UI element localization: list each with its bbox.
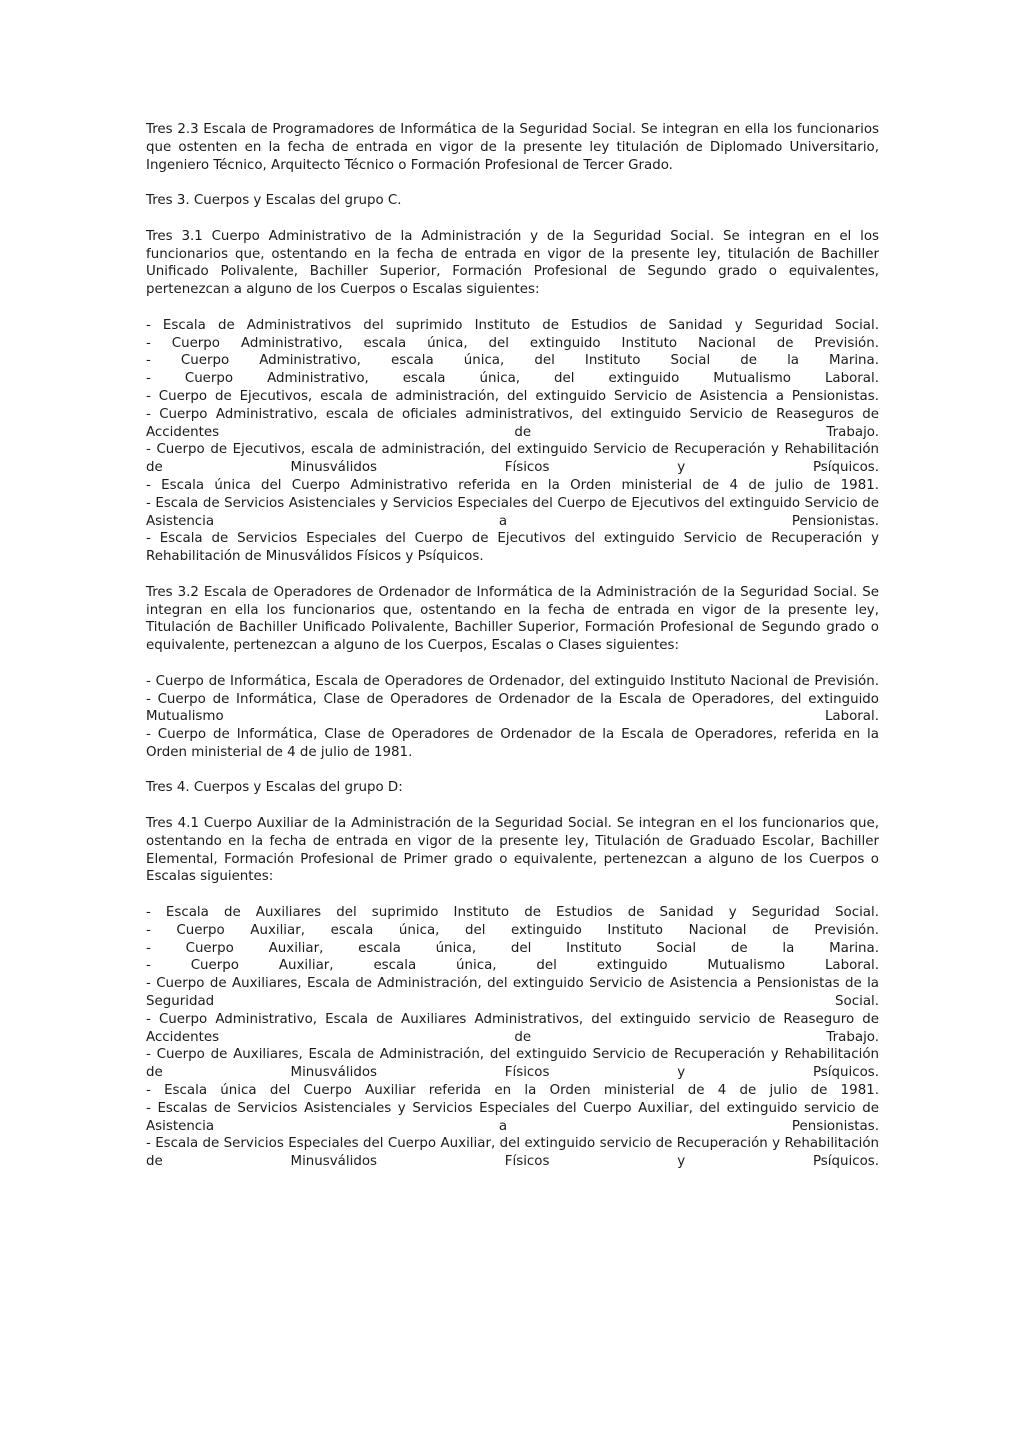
list-item: - Cuerpo de Ejecutivos, escala de administración, del extinguido Servicio de Asistencia a Pensionistas. (146, 388, 879, 404)
list-item: - Cuerpo Administrativo, escala única, del extinguido Instituto Nacional de Previsión. (146, 335, 879, 351)
list-item: - Cuerpo de Ejecutivos, escala de administración, del extinguido Servicio de Recuperación y Rehabilitación de Minusválidos Físicos y Psíquicos. (146, 442, 879, 476)
list-item: - Escala de Servicios Especiales del Cuerpo de Ejecutivos del extinguido Servicio de Recuperación y Rehabilitación de Minusválidos Físicos y Psíquicos. (146, 531, 879, 565)
document-page (146, 121, 879, 1189)
list-item: - Escala de Servicios Especiales del Cuerpo Auxiliar, del extinguido servicio de Recuperación y Rehabilitación de Minusválidos Físicos y Psíquicos. (146, 1136, 879, 1170)
paragraph-tres-2-3: Tres 2.3 Escala de Programadores de Informática de la Seguridad Social. Se integran en ella los funcionarios que ostenten en la fecha de entrada en vigor de la presente ley titulación de Diplomado Universitario, Ingeniero Técnico, Arquitecto Técnico o Formación Profesional de Tercer Grado. (146, 122, 879, 173)
list-item: - Escalas de Servicios Asistenciales y Servicios Especiales del Cuerpo Auxiliar, del extinguido servicio de Asistencia a Pensionistas. (146, 1100, 879, 1134)
list-item: - Cuerpo Auxiliar, escala única, del extinguido Instituto Nacional de Previsión. (146, 922, 879, 938)
list-item: - Cuerpo de Auxiliares, Escala de Administración, del extinguido Servicio de Recuperación y Rehabilitación de Minusválidos Físicos y Psíquicos. (146, 1047, 879, 1081)
list-item: - Cuerpo Administrativo, Escala de Auxiliares Administrativos, del extinguido servicio de Reaseguro de Accidentes de Trabajo. (146, 1011, 879, 1045)
list-item: - Cuerpo de Auxiliares, Escala de Administración, del extinguido Servicio de Asistencia a Pensionistas de la Seguridad Social. (146, 976, 879, 1010)
list-item: - Escala de Administrativos del suprimido Instituto de Estudios de Sanidad y Seguridad Social. (146, 317, 879, 333)
list-item: - Cuerpo Administrativo, escala única, del Instituto Social de la Marina. (146, 353, 879, 369)
list-item: - Cuerpo de Informática, Clase de Operadores de Ordenador de la Escala de Operadores, referida en la Orden ministerial de 4 de julio de 1981. (146, 727, 879, 760)
list-item: - Escala única del Cuerpo Auxiliar referida en la Orden ministerial de 4 de julio de 1981. (146, 1083, 879, 1099)
list-item: - Cuerpo Auxiliar, escala única, del extinguido Mutualismo Laboral. (146, 958, 879, 974)
list-item: - Cuerpo Administrativo, escala de oficiales administrativos, del extinguido Servicio de Reaseguros de Accidentes de Trabajo. (146, 406, 879, 440)
list-item: - Cuerpo de Informática, Escala de Operadores de Ordenador, del extinguido Instituto Nacional de Previsión. (146, 673, 879, 689)
list-cuerpos-grupo-d (146, 904, 879, 1171)
paragraph-tres-4-1: Tres 4.1 Cuerpo Auxiliar de la Administración de la Seguridad Social. Se integran en el los funcionarios que, ostentando en la fecha de entrada en vigor de la presente ley, Titulación de Graduado Escolar, Bachiller Elemental, Formación Profesional de Primer grado o equivalente, pertenezcan a alguno de los Cuerpos o Escalas siguientes: (146, 816, 879, 885)
list-item: - Escala única del Cuerpo Administrativo referida en la Orden ministerial de 4 de julio de 1981. (146, 477, 879, 493)
list-item: - Cuerpo de Informática, Clase de Operadores de Ordenador de la Escala de Operadores, del extinguido Mutualismo Laboral. (146, 691, 879, 725)
list-operadores-ordenador (146, 673, 879, 762)
list-item: - Escala de Auxiliares del suprimido Instituto de Estudios de Sanidad y Seguridad Social. (146, 905, 879, 921)
heading-tres-4-grupo-d: Tres 4. Cuerpos y Escalas del grupo D: (146, 780, 403, 796)
list-item: - Escala de Servicios Asistenciales y Servicios Especiales del Cuerpo de Ejecutivos del extinguido Servicio de Asistencia a Pensionistas. (146, 495, 879, 529)
list-cuerpos-grupo-c (146, 317, 879, 566)
heading-tres-3-grupo-c: Tres 3. Cuerpos y Escalas del grupo C. (146, 193, 402, 209)
list-item: - Cuerpo Auxiliar, escala única, del Instituto Social de la Marina. (146, 940, 879, 956)
paragraph-tres-3-1: Tres 3.1 Cuerpo Administrativo de la Administración y de la Seguridad Social. Se integran en el los funcionarios que, ostentando en la fecha de entrada en vigor de la presente ley, titulación de Bachiller Unificado Polivalente, Bachiller Superior, Formación Profesional de Segundo grado o equivalentes, pertenezcan a alguno de los Cuerpos o Escalas siguientes: (146, 228, 879, 298)
list-item: - Cuerpo Administrativo, escala única, del extinguido Mutualismo Laboral. (146, 371, 879, 387)
paragraph-tres-3-2: Tres 3.2 Escala de Operadores de Ordenador de Informática de la Administración de la Seguridad Social. Se integran en ella los funcionarios que, ostentando en la fecha de entrada en vigor de la presente ley, Titulación de Bachiller Unificado Polivalente, Bachiller Superior, Formación Profesional de Segundo grado o equivalente, pertenezcan a alguno de los Cuerpos, Escalas o Clases siguientes: (146, 584, 879, 654)
